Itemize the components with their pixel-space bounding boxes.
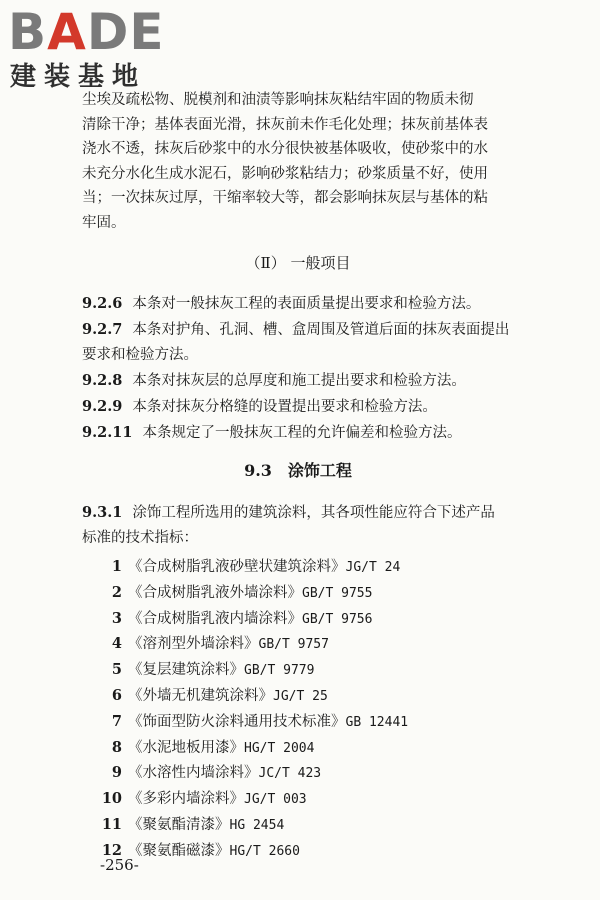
clause-9-2-6	[82, 291, 514, 317]
list-item	[82, 839, 514, 865]
standard-title: 《复层建筑涂料》	[128, 662, 244, 679]
list-item	[82, 658, 514, 684]
page-number: -256-	[100, 856, 139, 874]
clause-number: 9.2.6	[82, 295, 123, 312]
list-item	[82, 581, 514, 607]
bade-logo	[8, 4, 188, 94]
clause-9-3-1	[82, 500, 514, 526]
list-item	[82, 555, 514, 581]
standard-code: HG/T 2660	[229, 843, 300, 859]
section-heading	[82, 458, 514, 484]
standard-title: 《外墙无机建筑涂料》	[128, 687, 273, 704]
standard-code: GB 12441	[345, 714, 409, 730]
intro-paragraph	[82, 88, 514, 235]
standard-code: GB/T 9757	[258, 637, 329, 653]
list-item	[82, 710, 514, 736]
section-title: 涂饰工程	[287, 461, 352, 480]
clause-number: 9.2.9	[82, 398, 123, 415]
item-index: 4	[111, 635, 122, 653]
intro-line: 尘埃及疏松物、脱模剂和油渍等影响抹灰粘结牢固的物质未彻	[82, 92, 474, 108]
standard-code: JG/T 003	[244, 792, 307, 808]
clause-text: 本条对抹灰分格缝的设置提出要求和检验方法。	[132, 399, 437, 415]
intro-line: 清除干净；基体表面光滑，抹灰前未作毛化处理；抹灰前基体表	[82, 116, 488, 133]
list-item	[82, 684, 514, 710]
clause-text: 本条规定了一般抹灰工程的允许偏差和检验方法。	[142, 425, 462, 441]
page-content	[82, 88, 514, 865]
list-item	[82, 607, 514, 633]
standard-title: 《合成树脂乳液内墙涂料》	[128, 610, 302, 627]
list-item	[82, 787, 514, 813]
clause-number: 9.2.11	[82, 424, 133, 441]
logo-subtitle: 建装基地	[10, 62, 147, 92]
standard-title: 《多彩内墙涂料》	[128, 791, 244, 808]
item-index: 8	[111, 738, 122, 756]
logo-wordmark: BADE	[8, 3, 165, 61]
standard-title: 《合成树脂乳液外墙涂料》	[128, 584, 302, 601]
standard-title: 《溶剂型外墙涂料》	[128, 636, 259, 653]
clause-number: 9.2.8	[82, 372, 123, 389]
standard-code: HG/T 2004	[244, 740, 315, 756]
standard-code: GB/T 9756	[302, 611, 373, 627]
item-index: 11	[101, 815, 122, 833]
item-index: 9	[111, 764, 122, 782]
standard-title: 《聚氨酯清漆》	[128, 816, 230, 833]
standard-title: 《水泥地板用漆》	[128, 739, 244, 756]
item-index: 3	[111, 609, 122, 627]
list-item	[82, 761, 514, 787]
intro-line: 未充分水化生成水泥石，影响砂浆粘结力；砂浆质量不好，使用	[82, 165, 488, 182]
clause-text: 本条对一般抹灰工程的表面质量提出要求和检验方法。	[132, 296, 481, 312]
standards-list	[82, 555, 514, 865]
standard-code: JG/T 25	[273, 688, 328, 704]
clause-number: 9.3.1	[82, 504, 123, 521]
standard-title: 《饰面型防火涂料通用技术标准》	[128, 713, 346, 730]
item-index: 6	[111, 686, 122, 704]
standard-title: 《聚氨酯磁漆》	[128, 842, 230, 859]
clause-text: 本条对护角、孔洞、槽、盒周围及管道后面的抹灰表面提出	[132, 322, 510, 338]
item-index: 7	[111, 712, 122, 730]
standard-code: GB/T 9779	[244, 663, 315, 679]
standard-code: HG 2454	[229, 817, 285, 833]
item-index: 10	[101, 790, 122, 808]
item-index: 1	[111, 558, 122, 575]
clause-text: 本条对抹灰层的总厚度和施工提出要求和检验方法。	[132, 373, 466, 389]
standard-code: JC/T 423	[258, 766, 322, 782]
standard-title: 《合成树脂乳液砂壁状建筑涂料》	[128, 559, 346, 575]
standard-title: 《水溶性内墙涂料》	[128, 765, 259, 782]
intro-line: 牢固。	[82, 214, 126, 231]
section-number: 9.3	[244, 461, 272, 480]
list-item	[82, 632, 514, 658]
clause-continuation: 标准的技术指标：	[82, 530, 198, 546]
intro-line: 浇水不透，抹灰后砂浆中的水分很快被基体吸收，使砂浆中的水	[82, 141, 488, 157]
clause-9-2-8	[82, 368, 514, 394]
clause-9-2-11	[82, 420, 514, 446]
standard-code: GB/T 9755	[302, 585, 373, 601]
item-index: 12	[101, 841, 122, 859]
clause-number: 9.2.7	[82, 321, 123, 338]
clause-9-2-7	[82, 317, 514, 343]
standard-code: JG/T 24	[345, 560, 401, 575]
subsection-title: （Ⅱ） 一般项目	[245, 254, 351, 272]
item-index: 5	[111, 661, 122, 679]
item-index: 2	[111, 583, 122, 601]
clause-continuation: 要求和检验方法。	[82, 347, 198, 363]
intro-line: 当；一次抹灰过厚，干缩率较大等，都会影响抹灰层与基体的粘	[82, 190, 488, 206]
clause-text: 涂饰工程所选用的建筑涂料，其各项性能应符合下述产品	[132, 505, 495, 521]
clause-9-2-9	[82, 394, 514, 420]
list-item	[82, 813, 514, 839]
list-item	[82, 736, 514, 762]
